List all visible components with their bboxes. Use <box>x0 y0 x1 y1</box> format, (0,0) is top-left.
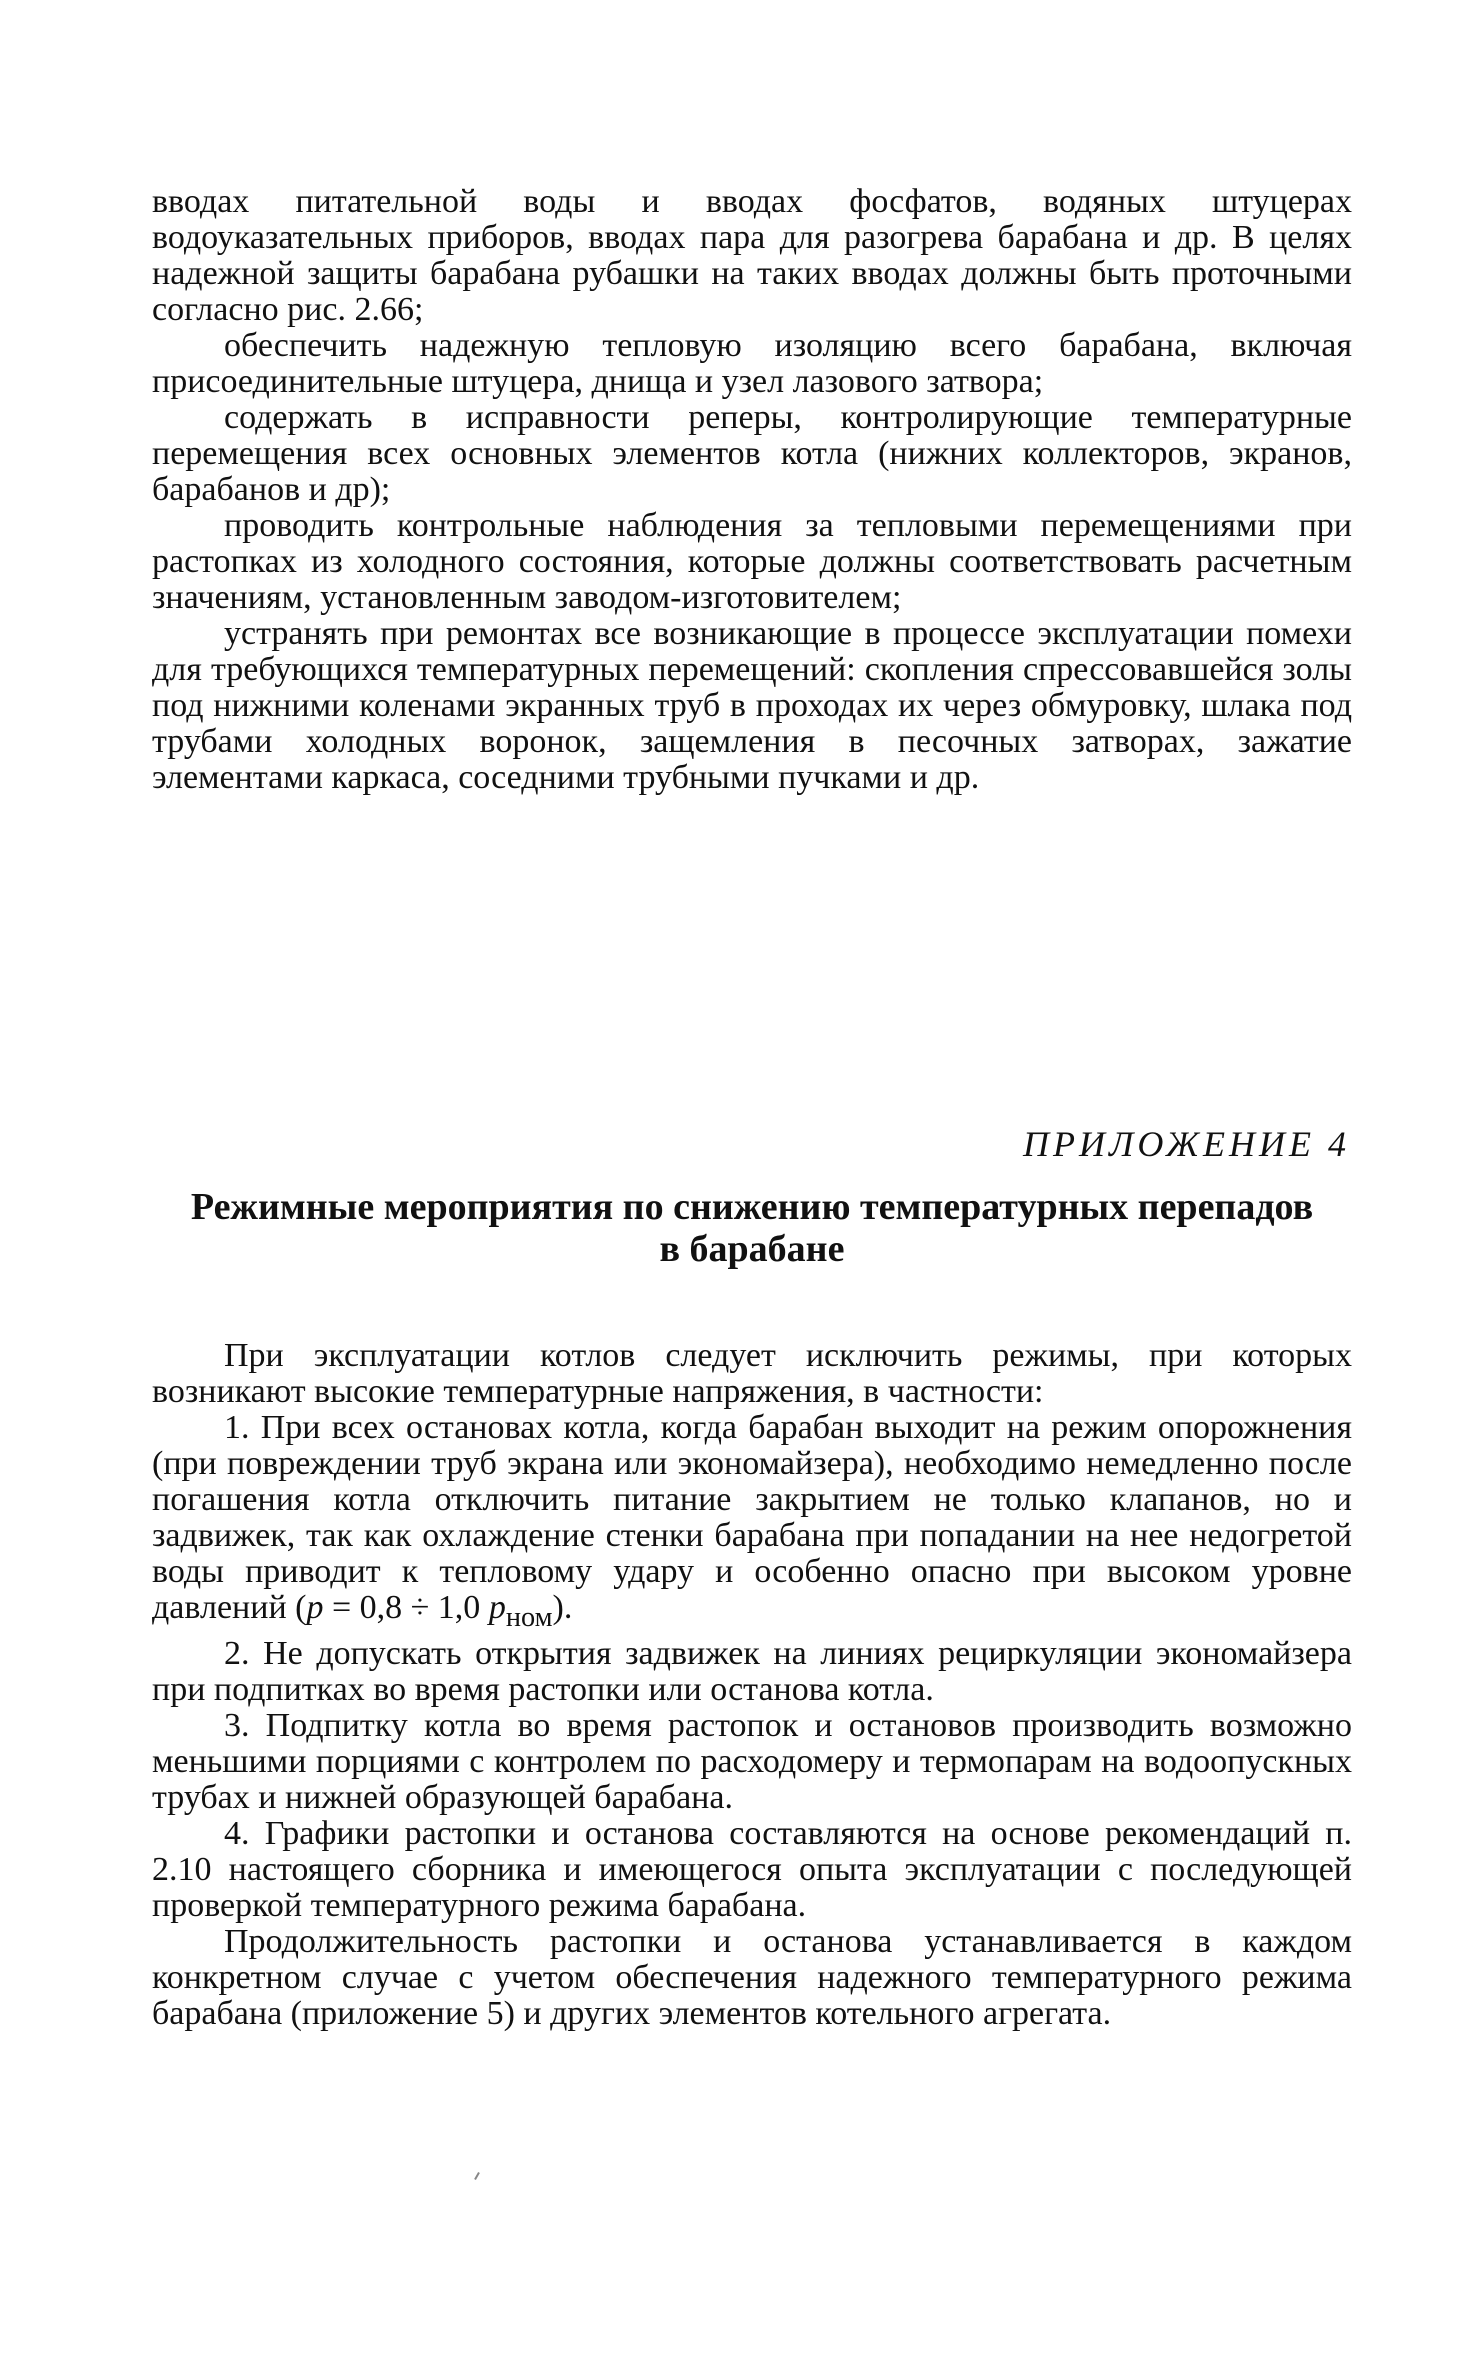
list-item-2: 2. Не допускать открытия задвижек на линиях рециркуляции экономайзера при подпитках во время растопки или останова котла. <box>152 1634 1352 1708</box>
section-title-line-2: в барабане <box>659 1228 845 1270</box>
list-item-3: 3. Подпитку котла во время растопок и остановов производить возможно меньшими порциями с контролем по расходомеру и термопарам на водоопускных трубах и нижней образующей барабана. <box>152 1706 1352 1816</box>
bottom-text-block <box>152 1338 1352 2032</box>
paragraph-insulation: обеспечить надежную тепловую изоляцию всего барабана, включая присоединительные штуцера, днища и узел лазового затвора; <box>152 327 1352 400</box>
pressure-symbol: p <box>306 1589 324 1626</box>
list-item-1-text: 1. При всех остановах котла, когда барабан выходит на режим опорожнения (при повреждении труб экрана или экономайзера), необходимо немедленно после погашения котла отключить питание закрытием не только клапанов, но и задвижек, так как охлаждение стенки барабана при попадании на нее недогретой воды приводит к тепловому удару и особенно опасно при высоком уровне давлений ( <box>152 1409 1352 1626</box>
paragraph-repairs: устранять при ремонтах все возникающие в процессе эксплуатации помехи для требующихся температурных перемещений: скопления спрессовавшейся золы под нижними коленами экранных труб в проходах их через обмуровку, шлака под трубами холодных воронок, защемления в песочных затворах, зажатие элементами каркаса, соседними трубными пучками и др. <box>152 615 1352 796</box>
appendix-label: ПРИЛОЖЕНИЕ 4 <box>1023 1124 1350 1164</box>
nominal-pressure-subscript: ном <box>505 1601 553 1633</box>
intro-paragraph: При эксплуатации котлов следует исключить режимы, при которых возникают высокие температурные напряжения, в частности: <box>152 1337 1352 1410</box>
closing-paragraph: Продолжительность растопки и останова устанавливается в каждом конкретном случае с учетом обеспечения надежного температурного режима барабана (приложение 5) и других элементов котельного агрегата. <box>152 1922 1352 2032</box>
paragraph-benchmarks: содержать в исправности реперы, контролирующие температурные перемещения всех основных элементов котла (нижних коллекторов, экранов, барабанов и др); <box>152 399 1352 508</box>
paragraph-inputs-jackets: вводах питательной воды и вводах фосфатов, водяных штуцерах водоуказательных приборов, вводах пара для разогрева барабана и др. В целях надежной защиты барабана рубашки на таких вводах должны быть проточными согласно рис. 2.66; <box>152 183 1352 328</box>
list-item-1-end: ). <box>552 1589 573 1626</box>
section-title <box>152 1186 1352 1270</box>
top-text-block <box>152 184 1352 796</box>
list-item-1 <box>152 1410 1352 1636</box>
pressure-range: = 0,8 ÷ 1,0 <box>323 1589 489 1626</box>
scan-artifact-mark <box>474 2172 480 2180</box>
list-item-4: 4. Графики растопки и останова составляются на основе рекомендаций п. 2.10 настоящего сборника и имеющегося опыта эксплуатации с последующей проверкой температурного режима барабана. <box>152 1814 1352 1924</box>
nominal-pressure-symbol: p <box>488 1589 506 1626</box>
paragraph-observations: проводить контрольные наблюдения за тепловыми перемещениями при растопках из холодного состояния, которые должны соответствовать расчетным значениям, установленным заводом-изготовителем; <box>152 507 1352 616</box>
section-title-line-1: Режимные мероприятия по снижению температурных перепадов <box>190 1186 1314 1228</box>
